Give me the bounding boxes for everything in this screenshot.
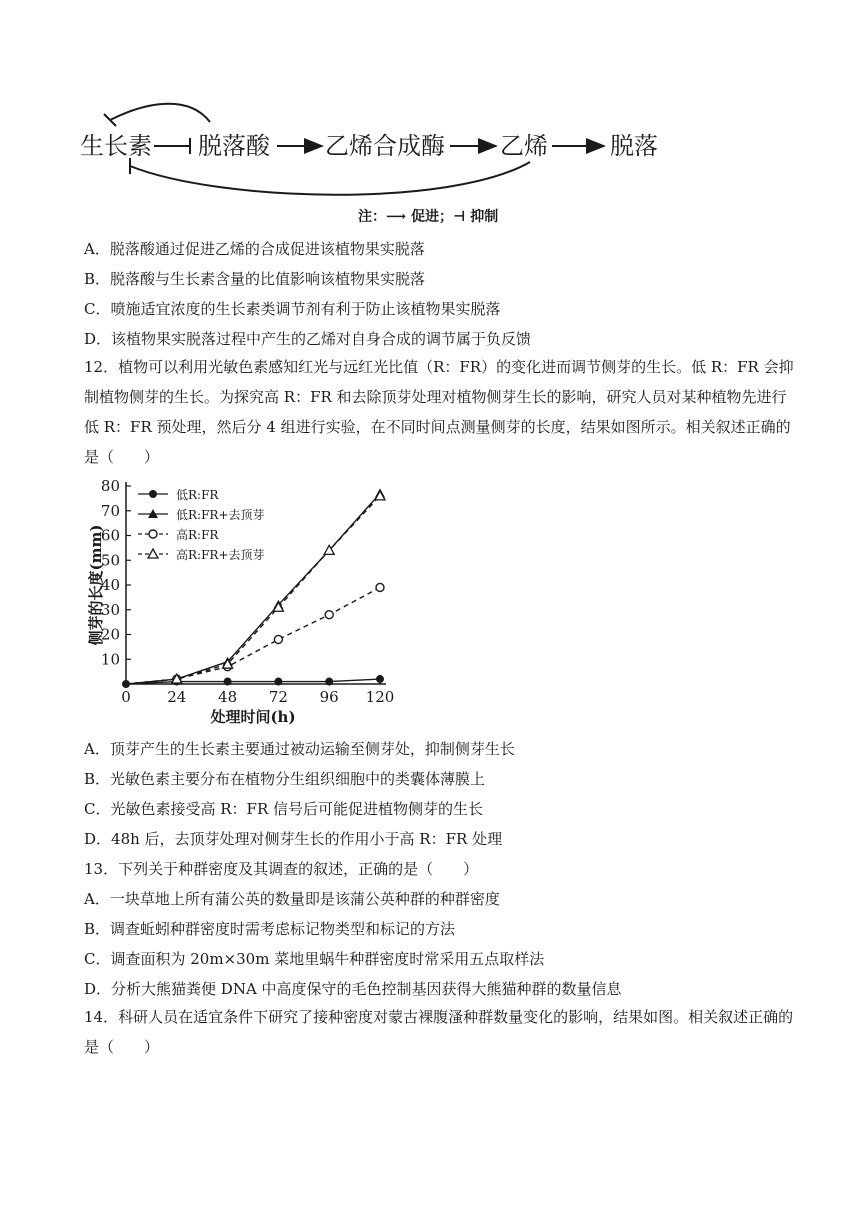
- x-tick-label: 0: [121, 688, 131, 706]
- legend-label: 低R:FR+去顶芽: [176, 508, 265, 522]
- hormone-diagram: [70, 96, 690, 206]
- q13-option-c: C．调查面积为 20m×30m 菜地里蜗牛种群密度时常采用五点取样法: [84, 950, 545, 968]
- diagram-note: 注：⟶ 促进；⊣ 抑制: [358, 209, 499, 225]
- node-auxin: 生长素: [80, 132, 152, 160]
- q12-option-c: C．光敏色素接受高 R：FR 信号后可能促进植物侧芽的生长: [84, 800, 484, 818]
- y-tick-label: 40: [100, 576, 120, 594]
- series-line-4: [126, 496, 380, 684]
- q11-option-d: D．该植物果实脱落过程中产生的乙烯对自身合成的调节属于负反馈: [84, 330, 532, 348]
- q11-option-b: B．脱落酸与生长素含量的比值影响该植物果实脱落: [84, 270, 426, 288]
- series-line-3: [126, 587, 380, 684]
- node-abscission: 脱落: [610, 132, 658, 160]
- data-point-series-1: [376, 675, 384, 683]
- legend-label: 高R:FR+去顶芽: [176, 548, 265, 562]
- node-ethylene-synthase: 乙烯合成酶: [325, 132, 445, 160]
- legend-label: 低R:FR: [176, 488, 219, 502]
- line-chart: [84, 474, 414, 734]
- legend-marker: [149, 490, 157, 498]
- x-tick-label: 120: [365, 688, 395, 706]
- data-point-series-3: [274, 635, 282, 643]
- inhibit-curve-aba-auxin: [110, 104, 210, 122]
- q11-option-c: C．喷施适宜浓度的生长素类调节剂有利于防止该植物果实脱落: [84, 300, 501, 318]
- q12-option-a: A．顶芽产生的生长素主要通过被动运输至侧芽处，抑制侧芽生长: [84, 740, 515, 758]
- y-axis-label: 侧芽的长度(mm): [87, 524, 105, 646]
- x-tick-label: 48: [218, 688, 238, 706]
- y-tick-label: 70: [100, 501, 120, 520]
- y-tick-label: 20: [100, 625, 120, 644]
- node-ethylene: 乙烯: [500, 132, 548, 160]
- data-point-series-3: [376, 583, 384, 591]
- data-point-series-1: [224, 678, 232, 686]
- q12-option-d: D．48h 后，去顶芽处理对侧芽生长的作用小于高 R：FR 处理: [84, 830, 503, 848]
- data-point-origin: [122, 680, 130, 688]
- y-tick-label: 60: [100, 526, 120, 545]
- y-tick-label: 10: [100, 650, 120, 669]
- x-tick-label: 96: [319, 688, 339, 706]
- legend-label: 高R:FR: [176, 528, 219, 542]
- inhibit-curve-ethylene-auxin: [130, 162, 530, 195]
- y-tick-label: 30: [100, 600, 120, 619]
- legend-marker: [149, 530, 157, 538]
- q13-stem: 13．下列关于种群密度及其调查的叙述，正确的是（ ）: [84, 860, 479, 878]
- node-aba: 脱落酸: [198, 132, 270, 160]
- q13-option-b: B．调查蚯蚓种群密度时需考虑标记物类型和标记的方法: [84, 920, 456, 938]
- x-axis-label: 处理时间(h): [210, 708, 296, 726]
- x-tick-label: 72: [268, 688, 288, 706]
- legend-marker: [148, 549, 158, 558]
- series-line-2: [126, 493, 380, 684]
- q13-option-d: D．分析大熊猫粪便 DNA 中高度保守的毛色控制基因获得大熊猫种群的数量信息: [84, 980, 622, 998]
- y-tick-label: 80: [100, 477, 120, 495]
- data-point-series-1: [274, 678, 282, 686]
- data-point-series-3: [325, 611, 333, 619]
- y-tick-label: 50: [100, 551, 120, 570]
- q11-option-a: A．脱落酸通过促进乙烯的合成促进该植物果实脱落: [84, 240, 425, 258]
- q13-option-a: A．一块草地上所有蒲公英的数量即是该蒲公英种群的种群密度: [84, 890, 500, 908]
- q12-option-b: B．光敏色素主要分布在植物分生组织细胞中的类囊体薄膜上: [84, 770, 486, 788]
- x-tick-label: 24: [167, 688, 187, 706]
- data-point-series-1: [325, 678, 333, 686]
- q12-stem: 12．植物可以利用光敏色素感知红光与远红光比值（R：FR）的变化进而调节侧芽的生长。低 R：FR 会抑制植物侧芽的生长。为探究高 R：FR 和去除顶芽处理对植物侧芽生长的影响，研究人员对某种植物先进行低 R：FR 预处理，然后分 4 组进行实验，在不同时间点测量侧芽的长度，结果如图所示。相关叙述正确的是（ ）: [84, 358, 794, 466]
- q14-stem: 14．科研人员在适宜条件下研究了接种密度对蒙古裸腹溞种群数量变化的影响，结果如图。相关叙述正确的是（ ）: [84, 1008, 794, 1056]
